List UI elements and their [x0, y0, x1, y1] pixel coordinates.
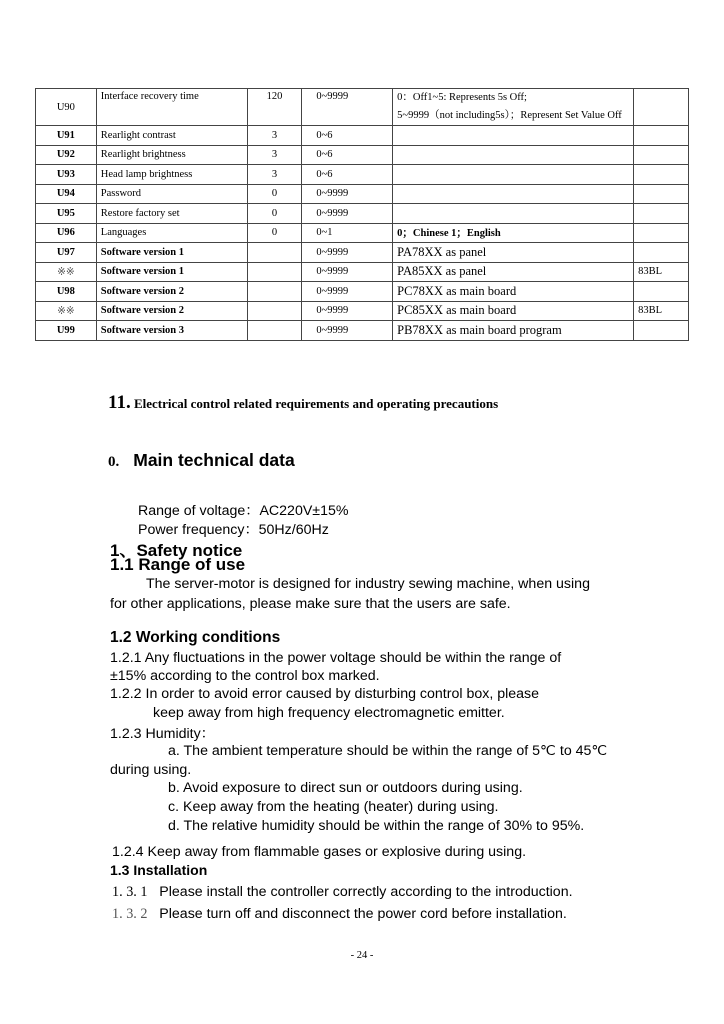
param-range: 0~9999: [302, 321, 393, 341]
list-item: c. Keep away from the heating (heater) during using.: [168, 799, 499, 815]
param-code: U90: [36, 89, 97, 126]
item-text: Please install the controller correctly according to the introduction.: [159, 884, 573, 900]
param-note: [634, 282, 689, 302]
param-name: Interface recovery time: [96, 89, 247, 126]
param-code: U92: [36, 145, 97, 165]
param-default: 3: [247, 126, 302, 146]
param-range: 0~6: [302, 145, 393, 165]
param-code: U93: [36, 165, 97, 185]
param-code: U96: [36, 223, 97, 243]
item-number: 1. 3. 1: [112, 884, 148, 900]
param-note: [634, 126, 689, 146]
param-name: Rearlight contrast: [96, 126, 247, 146]
param-range: 0~9999: [302, 204, 393, 224]
param-name: Head lamp brightness: [96, 165, 247, 185]
table-row: [36, 321, 689, 341]
table-row: [36, 145, 689, 165]
paragraph-line: 1.2.3 Humidity：: [110, 726, 215, 742]
list-item: d. The relative humidity should be within the range of 30% to 95%.: [168, 818, 585, 834]
param-description: PB78XX as main board program: [393, 321, 634, 341]
param-name: Restore factory set: [96, 204, 247, 224]
param-name: Software version 1: [96, 243, 247, 263]
param-description: PC85XX as main board: [393, 301, 634, 321]
param-description: [393, 204, 634, 224]
safety-notice-heading: 1、Safety notice: [110, 541, 243, 560]
list-item: [112, 884, 573, 901]
param-note: [634, 321, 689, 341]
paragraph-line: 1.2.1 Any fluctuations in the power voltage should be within the range of: [110, 650, 562, 666]
list-item: b. Avoid exposure to direct sun or outdoors during using.: [168, 780, 523, 796]
param-code: U98: [36, 282, 97, 302]
param-note: [634, 89, 689, 126]
param-name: Rearlight brightness: [96, 145, 247, 165]
param-name: Software version 1: [96, 262, 247, 282]
table-row: [36, 126, 689, 146]
param-range: 0~9999: [302, 282, 393, 302]
param-note: [634, 165, 689, 185]
param-range: 0~6: [302, 165, 393, 185]
param-description: PA85XX as panel: [393, 262, 634, 282]
table-row: [36, 89, 689, 126]
param-default: [247, 243, 302, 263]
paragraph-line: The server-motor is designed for industry sewing machine, when using: [146, 576, 590, 592]
param-description: [393, 165, 634, 185]
table-row: [36, 301, 689, 321]
power-frequency: Power frequency：50Hz/60Hz: [138, 522, 329, 538]
item-text: Please turn off and disconnect the power cord before installation.: [159, 906, 567, 922]
param-default: [247, 321, 302, 341]
param-range: 0~1: [302, 223, 393, 243]
param-description: [393, 184, 634, 204]
param-default: [247, 262, 302, 282]
section-number: 11.: [108, 392, 131, 413]
param-description: PC78XX as main board: [393, 282, 634, 302]
desc-line: 5~9999（not including5s）；Represent Set Value Off: [397, 110, 622, 121]
param-note: [634, 243, 689, 263]
section-11-heading: [108, 392, 498, 414]
paragraph-line: for other applications, please make sure that the users are safe.: [110, 596, 511, 612]
table-row: [36, 223, 689, 243]
paragraph-line: keep away from high frequency electromagnetic emitter.: [153, 705, 505, 721]
voltage-range: Range of voltage：AC220V±15%: [138, 503, 349, 519]
param-description: PA78XX as panel: [393, 243, 634, 263]
parameter-table: [35, 88, 689, 341]
param-name: Software version 2: [96, 301, 247, 321]
param-default: [247, 282, 302, 302]
param-note: [634, 223, 689, 243]
section-title: Electrical control related requirements and operating precautions: [133, 396, 499, 411]
table-row: [36, 282, 689, 302]
section-title: Main technical data: [133, 450, 295, 470]
param-note: 83BL: [634, 262, 689, 282]
paragraph-line: 1.2.2 In order to avoid error caused by disturbing control box, please: [110, 686, 540, 702]
param-range: 0~9999: [302, 301, 393, 321]
param-description: [393, 126, 634, 146]
desc-line: 0：Off1~5: Represents 5s Off;: [397, 92, 527, 103]
page-number: - 24 -: [350, 950, 374, 961]
param-range: 0~9999: [302, 184, 393, 204]
param-default: [247, 301, 302, 321]
item-number: 1. 3. 2: [112, 906, 148, 922]
param-range: 0~9999: [302, 262, 393, 282]
param-note: [634, 204, 689, 224]
table-row: [36, 165, 689, 185]
paragraph-line: 1.2.4 Keep away from flammable gases or explosive during using.: [112, 844, 527, 860]
param-code: ※※: [36, 301, 97, 321]
table-row: [36, 243, 689, 263]
param-default: 120: [247, 89, 302, 126]
param-code: U97: [36, 243, 97, 263]
param-code: U91: [36, 126, 97, 146]
param-code: ※※: [36, 262, 97, 282]
range-of-use-heading: 1.1 Range of use: [110, 555, 246, 574]
working-conditions-heading: 1.2 Working conditions: [110, 629, 281, 646]
installation-heading: 1.3 Installation: [110, 862, 208, 878]
param-description: 0；Chinese 1；English: [393, 223, 634, 243]
param-note: [634, 184, 689, 204]
param-default: 0: [247, 223, 302, 243]
param-default: 0: [247, 204, 302, 224]
table-row: [36, 262, 689, 282]
param-name: Password: [96, 184, 247, 204]
paragraph-line: ±15% according to the control box marked.: [110, 668, 380, 684]
param-name: Languages: [96, 223, 247, 243]
param-range: 0~6: [302, 126, 393, 146]
param-code: U99: [36, 321, 97, 341]
param-default: 3: [247, 165, 302, 185]
param-range: 0~9999: [302, 243, 393, 263]
param-note: [634, 145, 689, 165]
param-default: 3: [247, 145, 302, 165]
param-description: [393, 89, 634, 126]
paragraph-line: during using.: [110, 762, 192, 778]
param-code: U95: [36, 204, 97, 224]
list-item: [112, 906, 567, 923]
param-default: 0: [247, 184, 302, 204]
table-row: [36, 184, 689, 204]
list-item: a. The ambient temperature should be within the range of 5℃ to 45℃: [168, 743, 608, 759]
table-row: [36, 204, 689, 224]
section-0-heading: [108, 450, 295, 471]
param-name: Software version 3: [96, 321, 247, 341]
param-description: [393, 145, 634, 165]
param-range: 0~9999: [302, 89, 393, 126]
param-note: 83BL: [634, 301, 689, 321]
param-code: U94: [36, 184, 97, 204]
section-number: 0.: [108, 454, 120, 470]
param-name: Software version 2: [96, 282, 247, 302]
